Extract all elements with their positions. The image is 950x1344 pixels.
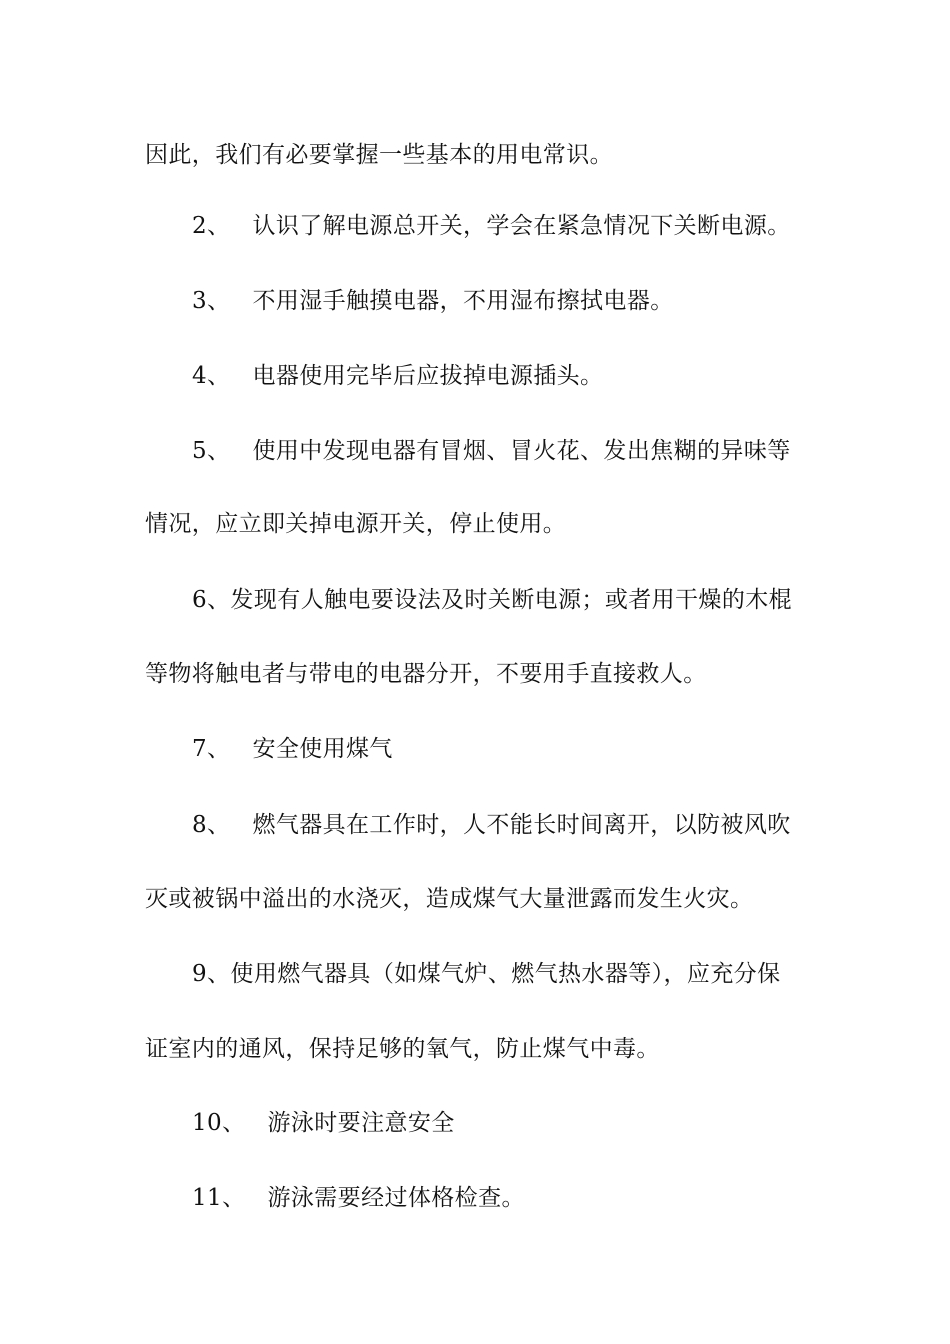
list-text: 燃气器具在工作时，人不能长时间离开，以防被风吹 [252, 812, 791, 838]
list-text: 游泳需要经过体格检查。 [267, 1185, 525, 1211]
list-text: 游泳时要注意安全 [267, 1110, 455, 1136]
list-number: 10、 [192, 1110, 246, 1136]
paragraph-line: 等物将触电者与带电的电器分开，不要用手直接救人。 [145, 661, 707, 687]
list-number: 3、 [192, 288, 231, 314]
list-text: 不用湿手触摸电器，不用湿布擦拭电器。 [252, 288, 674, 314]
list-item-2 [192, 211, 862, 241]
list-number: 2、 [192, 213, 231, 239]
list-number: 11、 [192, 1185, 246, 1211]
list-item-7 [192, 734, 862, 764]
list-number: 4、 [192, 363, 231, 389]
list-item-8 [192, 810, 862, 840]
list-item-6: 6、发现有人触电要设法及时关断电源；或者用干燥的木棍 [192, 587, 793, 613]
paragraph-line: 因此，我们有必要掌握一些基本的用电常识。 [145, 142, 613, 168]
list-number: 8、 [192, 812, 231, 838]
list-item-9: 9、使用燃气器具（如煤气炉、燃气热水器等），应充分保 [192, 961, 781, 987]
list-item-3 [192, 286, 862, 316]
paragraph-line: 证室内的通风，保持足够的氧气，防止煤气中毒。 [145, 1036, 660, 1062]
list-number: 5、 [192, 438, 231, 464]
list-item-5 [192, 436, 862, 466]
list-text: 安全使用煤气 [252, 736, 393, 762]
list-text: 认识了解电源总开关，学会在紧急情况下关断电源。 [252, 213, 791, 239]
list-number: 7、 [192, 736, 231, 762]
paragraph-line: 情况，应立即关掉电源开关，停止使用。 [145, 511, 567, 537]
list-text: 电器使用完毕后应拔掉电源插头。 [252, 363, 604, 389]
list-text: 使用中发现电器有冒烟、冒火花、发出焦糊的异味等 [252, 438, 791, 464]
paragraph-line: 灭或被锅中溢出的水浇灭，造成煤气大量泄露而发生火灾。 [145, 886, 754, 912]
list-item-10 [192, 1108, 862, 1138]
list-item-4 [192, 361, 862, 391]
list-item-11 [192, 1183, 862, 1213]
